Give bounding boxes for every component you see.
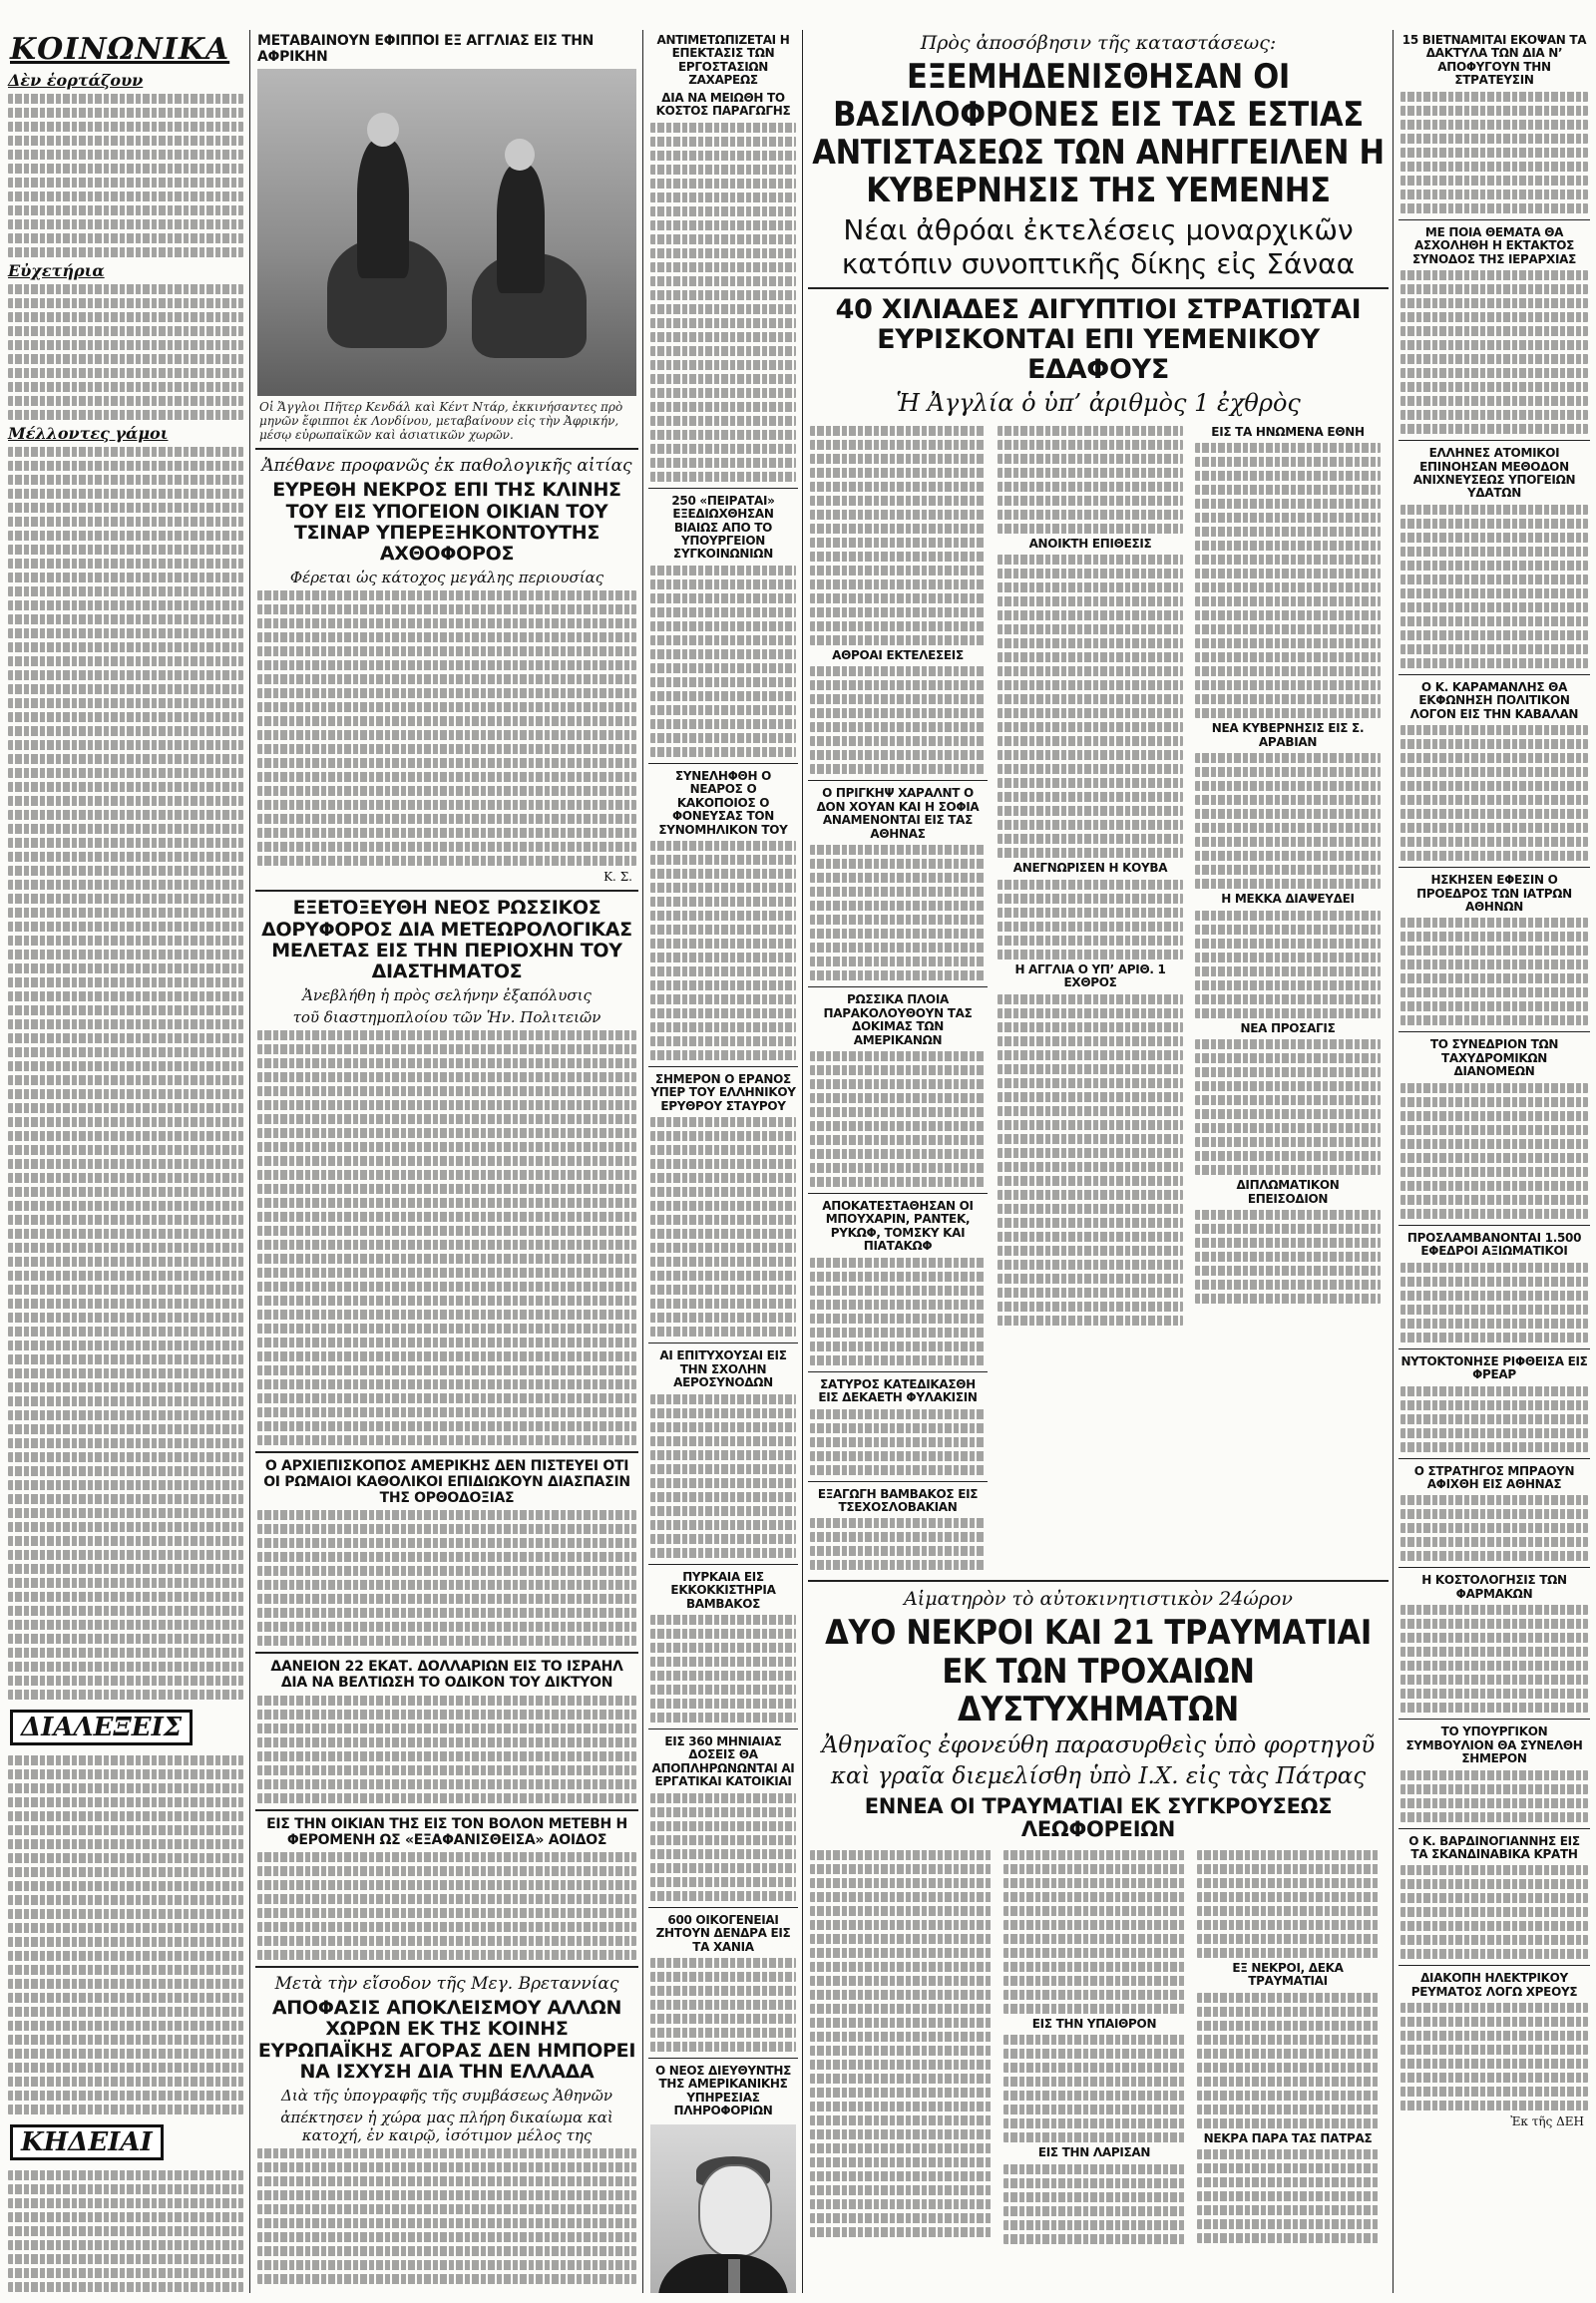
article-body [1197, 1993, 1379, 2128]
headline: ΑΠΟΦΑΣΙΣ ΑΠΟΚΛΕΙΣΜΟΥ ΑΛΛΩΝ ΧΩΡΩΝ ΕΚ ΤΗΣ ΚΟΙΝΗΣ ΕΥΡΩΠΑΪΚΗΣ ΑΓΟΡΑΣ ΔΕΝ ΗΜΠΟΡΕΙ ΝΑ ΙΣΧΥΣΗ ΔΙΑ ΤΗΝ ΕΛΛΑΔΑ [257, 1997, 636, 2083]
subsection-title: ΝΕΑ ΠΡΟΣΑΓΙΣ [1240, 1020, 1336, 1035]
article-body [1197, 2149, 1379, 2243]
article-body [8, 284, 243, 420]
column-rule [249, 30, 250, 2293]
subheadline: Νέαι ἀθρόαι ἐκτελέσεις μοναρχικῶν κατόπιν συνοπτικῆς δίκης εἰς Σάναα [841, 213, 1356, 280]
headline: ΠΡΟΣΛΑΜΒΑΝΟΝΤΑΙ 1.500 ΕΦΕΔΡΟΙ ΑΞΙΩΜΑΤΙΚΟΙ [1406, 1230, 1582, 1259]
photo-riders [257, 69, 636, 396]
headline: ΤΟ ΣΥΝΕΔΡΙΟΝ ΤΩΝ ΤΑΧΥΔΡΟΜΙΚΩΝ ΔΙΑΝΟΜΕΩΝ [1429, 1037, 1559, 1079]
subsection-title: ΕΞ ΝΕΚΡΟΙ, ΔΕΚΑ ΤΡΑΥΜΑΤΙΑΙ [1232, 1960, 1344, 1989]
headline: Η ΚΟΣΤΟΛΟΓΗΣΙΣ ΤΩΝ ΦΑΡΜΑΚΩΝ [1421, 1573, 1567, 1601]
section-title-dialexeis: ΔΙΑΛΕΞΕΙΣ [10, 1710, 193, 1745]
article-body [1003, 2035, 1185, 2142]
headline: Ο ΝΕΟΣ ΔΙΕΥΘΥΝΤΗΣ ΤΗΣ ΑΜΕΡΙΚΑΝΙΚΗΣ ΥΠΗΡΕΣΙΑΣ ΠΛΗΡΟΦΟΡΙΩΝ [654, 2064, 792, 2118]
article-body [1003, 1850, 1185, 2014]
column-rule [802, 30, 803, 2293]
article-body [8, 447, 243, 1700]
subsection-title: Δὲν ἑορτάζουν [8, 71, 144, 90]
article-body [650, 123, 796, 482]
headline: ΕΝΝΕΑ ΟΙ ΤΡΑΥΜΑΤΙΑΙ ΕΚ ΣΥΓΚΡΟΥΣΕΩΣ ΛΕΩΦΟΡΕΙΩΝ [864, 1793, 1333, 1842]
article-body [650, 841, 796, 1060]
article-body [1400, 2003, 1588, 2111]
article-body [1400, 270, 1588, 434]
signature: Κ. Σ. [603, 870, 632, 885]
headline: ΣΥΝΕΛΗΦΘΗ Ο ΝΕΑΡΟΣ Ο ΚΑΚΟΠΟΙΟΣ Ο ΦΟΝΕΥΣΑΣ ΤΟΝ ΣΥΝΟΜΗΛΙΚΟΝ ΤΟΥ [658, 768, 788, 837]
column-rule [642, 30, 643, 2293]
article-body [8, 1755, 243, 2114]
article-body [257, 1030, 636, 1445]
article-body [1400, 1770, 1588, 1822]
subsection-title: ΕΙΣ ΤΗΝ ΛΑΡΙΣΑΝ [1037, 2145, 1151, 2160]
headline: ΝΥΤΟΚΤΟΝΗΣΕ ΡΙΦΘΕΙΣΑ ΕΙΣ ΦΡΕΑΡ [1400, 1353, 1588, 1382]
article-body [1400, 1865, 1588, 1959]
headline: ΕΞΑΓΩΓΗ ΒΑΜΒΑΚΟΣ ΕΙΣ ΤΣΕΧΟΣΛΟΒΑΚΙΑΝ [817, 1486, 979, 1514]
subheadline: Ἀθηναῖος ἐφονεύθη παρασυρθεὶς ὑπὸ φορτηγοῦ [821, 1731, 1376, 1758]
headline: ΑΙ ΕΠΙΤΥΧΟΥΣΑΙ ΕΙΣ ΤΗΝ ΣΧΟΛΗΝ ΑΕΡΟΣΥΝΟΔΩΝ [659, 1348, 787, 1390]
article-body [1400, 1495, 1588, 1561]
headline: ΜΕΤΑΒΑΙΝΟΥΝ ΕΦΙΠΠΟΙ ΕΞ ΑΓΓΛΙΑΣ ΕΙΣ ΤΗΝ ΑΦΡΙΚΗΝ [257, 33, 595, 65]
article-body [650, 1958, 796, 2052]
article-body [1400, 505, 1588, 668]
article-body [810, 426, 986, 645]
article-body [257, 1852, 636, 1960]
section-title-kideiai: ΚΗΔΕΙΑΙ [10, 2124, 164, 2160]
article-body [1195, 443, 1381, 718]
headline: ΜΕ ΠΟΙΑ ΘΕΜΑΤΑ ΘΑ ΑΣΧΟΛΗΘΗ Η ΕΚΤΑΚΤΟΣ ΣΥΝΟΔΟΣ ΤΗΣ ΙΕΡΑΡΧΙΑΣ [1411, 224, 1577, 266]
headline: Ο Κ. ΒΑΡΔΙΝΟΓΙΑΝΝΗΣ ΕΙΣ ΤΑ ΣΚΑΝΔΙΝΑΒΙΚΑ ΚΡΑΤΗ [1408, 1833, 1580, 1861]
subheadline: καὶ γραῖα διεμελίσθη ὑπὸ Ι.Χ. εἰς τὰς Πάτρας [830, 1763, 1367, 1790]
portrait-photo [650, 2124, 796, 2293]
subsection-title: Η ΜΕΚΚΑ ΔΙΑΨΕΥΔΕΙ [1221, 892, 1355, 907]
article-body [650, 1793, 796, 1901]
article-body [998, 555, 1183, 858]
article-body [650, 1615, 796, 1723]
kicker: Ἀπέθανε προφανῶς ἐκ παθολογικῆς αἰτίας [261, 456, 632, 477]
signature: Ἐκ τῆς ΔΕΗ [1510, 2114, 1584, 2129]
article-body [810, 1850, 992, 2237]
article-body [1003, 2164, 1185, 2244]
article-body [1400, 725, 1588, 861]
column-center [808, 30, 1389, 2293]
headline: 15 ΒΙΕΤΝΑΜΙΤΑΙ ΕΚΟΨΑΝ ΤΑ ΔΑΚΤΥΛΑ ΤΩΝ ΔΙΑ Ν’ ΑΠΟΦΥΓΟΥΝ ΤΗΝ ΣΤΡΑΤΕΥΣΙΝ [1401, 33, 1587, 88]
article-body [650, 1394, 796, 1558]
subsection-title: ΑΝΕΓΝΩΡΙΣΕΝ Η ΚΟΥΒΑ [1012, 861, 1168, 876]
article-body [810, 1051, 986, 1187]
headline: ΔΙΑ ΝΑ ΜΕΙΩΘΗ ΤΟ ΚΟΣΤΟΣ ΠΑΡΑΓΩΓΗΣ [655, 90, 791, 119]
article-body [257, 2148, 636, 2284]
headline: ΑΝΤΙΜΕΤΩΠΙΖΕΤΑΙ Η ΕΠΕΚΤΑΣΙΣ ΤΩΝ ΕΡΓΟΣΤΑΣΙΩΝ ΖΑΧΑΡΕΩΣ [656, 33, 790, 88]
subsection-title: ΔΙΠΛΩΜΑΤΙΚΟΝ ΕΠΕΙΣΟΔΙΟΝ [1236, 1178, 1340, 1206]
headline-accidents: ΔΥΟ ΝΕΚΡΟΙ ΚΑΙ 21 ΤΡΑΥΜΑΤΙΑΙ ΕΚ ΤΩΝ ΤΡΟΧΑΙΩΝ ΔΥΣΤΥΧΗΜΑΤΩΝ [825, 1613, 1372, 1729]
article-body [1400, 1386, 1588, 1452]
article-body [810, 1258, 986, 1365]
article-body [810, 666, 986, 774]
headline: ΣΗΜΕΡΟΝ Ο ΕΡΑΝΟΣ ΥΠΕΡ ΤΟΥ ΕΛΛΗΝΙΚΟΥ ΕΡΥΘΡΟΥ ΣΤΑΥΡΟΥ [650, 1072, 796, 1113]
article-body [1195, 1039, 1381, 1175]
subsection-title: ΕΙΣ ΤΑ ΗΝΩΜΕΝΑ ΕΘΝΗ [1211, 425, 1365, 439]
subheadline: τοῦ διαστημοπλοίου τῶν Ἡν. Πολιτειῶν [292, 1008, 601, 1027]
kicker: Πρὸς ἀποσόβησιν τῆς καταστάσεως: [920, 32, 1277, 54]
headline: 40 ΧΙΛΙΑΔΕΣ ΑΙΓΥΠΤΙΟΙ ΣΤΡΑΤΙΩΤΑΙ ΕΥΡΙΣΚΟΝΤΑΙ ΕΠΙ ΥΕΜΕΝΙΚΟΥ ΕΔΑΦΟΥΣ [835, 293, 1362, 385]
headline: ΕΙΣ ΤΗΝ ΟΙΚΙΑΝ ΤΗΣ ΕΙΣ ΤΟΝ ΒΟΛΟΝ ΜΕΤΕΒΗ Η ΦΕΡΟΜΕΝΗ ΩΣ «ΕΞΑΦΑΝΙΣΘΕΙΣΑ» ΑΟΙΔΟΣ [266, 1815, 627, 1848]
headline: ΡΩΣΣΙΚΑ ΠΛΟΙΑ ΠΑΡΑΚΟΛΟΥΘΟΥΝ ΤΑΣ ΔΟΚΙΜΑΣ ΤΩΝ ΑΜΕΡΙΚΑΝΩΝ [823, 992, 973, 1047]
article-body [8, 94, 243, 257]
column-2 [255, 30, 638, 2293]
headline: ΕΞΕΤΟΞΕΥΘΗ ΝΕΟΣ ΡΩΣΣΙΚΟΣ ΔΟΡΥΦΟΡΟΣ ΔΙΑ ΜΕΤΕΩΡΟΛΟΓΙΚΑΣ ΜΕΛΕΤΑΣ ΕΙΣ ΤΗΝ ΠΕΡΙΟΧΗΝ ΤΟΥ ΔΙΑΣΤΗΜΑΤΟΣ [261, 897, 632, 983]
kicker: Αἱματηρὸν τὸ αὐτοκινητιστικὸν 24ώρον [904, 1588, 1293, 1611]
headline: ΕΙΣ 360 ΜΗΝΙΑΙΑΣ ΔΟΣΕΙΣ ΘΑ ΑΠΟΠΛΗΡΩΝΩΝΤΑΙ ΑΙ ΕΡΓΑΤΙΚΑΙ ΚΑΤΟΙΚΙΑΙ [651, 1733, 795, 1789]
photo-caption: Οἱ Ἄγγλοι Πῆτερ Κενδάλ καὶ Κέντ Ντάρ, ἐκκινήσαντες πρὸ μηνῶν ἔφιπποι ἐκ Λονδίνου, μεταβαίνουν εἰς τὴν Ἀφρικήν, μέσῳ εὐρωπαϊκῶν καὶ ἀσιατικῶν χωρῶν. [259, 400, 623, 443]
column-social [6, 30, 245, 2293]
headline: ΗΣΚΗΣΕΝ ΕΦΕΣΙΝ Ο ΠΡΟΕΔΡΟΣ ΤΩΝ ΙΑΤΡΩΝ ΑΘΗΝΩΝ [1416, 873, 1572, 914]
article-body [1197, 1850, 1379, 1958]
kicker: Μετὰ τὴν εἴσοδον τῆς Μεγ. Βρεταννίας [274, 1974, 619, 1995]
article-body [650, 1117, 796, 1337]
headline: Ο ΠΡΙΓΚΗΨ ΧΑΡΑΛΝΤ Ο ΔΟΝ ΧΟΥΑΝ ΚΑΙ Η ΣΟΦΙΑ ΑΝΑΜΕΝΟΝΤΑΙ ΕΙΣ ΤΑΣ ΑΘΗΝΑΣ [816, 786, 980, 841]
article-body [1400, 92, 1588, 213]
headline: ΔΑΝΕΙΟΝ 22 ΕΚΑΤ. ΔΟΛΛΑΡΙΩΝ ΕΙΣ ΤΟ ΙΣΡΑΗΛ ΔΙΑ ΝΑ ΒΕΛΤΙΩΣΗ ΤΟ ΟΔΙΚΟΝ ΤΟΥ ΔΙΚΤΥΟΝ [270, 1659, 623, 1692]
article-body [257, 590, 636, 866]
article-body [1195, 753, 1381, 889]
article-body [257, 1696, 636, 1803]
section-title-koinonika: ΚΟΙΝΩΝΙΚΑ [10, 32, 230, 67]
article-body [1195, 911, 1381, 1018]
headline: Ο Κ. ΚΑΡΑΜΑΝΛΗΣ ΘΑ ΕΚΦΩΝΗΣΗ ΠΟΛΙΤΙΚΟΝ ΛΟΓΟΝ ΕΙΣ ΤΗΝ ΚΑΒΑΛΑΝ [1409, 679, 1579, 721]
headline: ΑΠΟΚΑΤΕΣΤΑΘΗΣΑΝ ΟΙ ΜΠΟΥΧΑΡΙΝ, ΡΑΝΤΕΚ, ΡΥΚΩΦ, ΤΟΜΣΚΥ ΚΑΙ ΠΙΑΤΑΚΩΦ [822, 1198, 974, 1254]
subheadline: Φέρεται ὡς κάτοχος μεγάλης περιουσίας [289, 569, 604, 587]
subheadline: Ἡ Ἀγγλία ὁ ὑπ’ ἀριθμὸς 1 ἐχθρὸς [896, 389, 1301, 418]
subsection-title: ΝΕΑ ΚΥΒΕΡΝΗΣΙΣ ΕΙΣ Σ. ΑΡΑΒΙΑΝ [1211, 721, 1365, 749]
column-right [1398, 30, 1590, 2293]
headline: ΔΙΑΚΟΠΗ ΗΛΕΚΤΡΙΚΟΥ ΡΕΥΜΑΤΟΣ ΛΟΓΩ ΧΡΕΟΥΣ [1410, 1971, 1578, 1999]
headline: ΣΑΤΥΡΟΣ ΚΑΤΕΔΙΚΑΣΘΗ ΕΙΣ ΔΕΚΑΕΤΗ ΦΥΛΑΚΙΣΙΝ [818, 1376, 978, 1405]
headline: Ο ΑΡΧΙΕΠΙΣΚΟΠΟΣ ΑΜΕΡΙΚΗΣ ΔΕΝ ΠΙΣΤΕΥΕΙ ΟΤΙ ΟΙ ΡΩΜΑΙΟΙ ΚΑΘΟΛΙΚΟΙ ΕΠΙΔΙΩΚΟΥΝ ΔΙΑΣΠΑΣΙΝ ΤΗΣ ΟΡΘΟΔΟΞΙΑΣ [263, 1458, 630, 1506]
subsection-title: Η ΑΓΓΛΙΑ Ο ΥΠ’ ΑΡΙΘ. 1 ΕΧΘΡΟΣ [1014, 961, 1166, 990]
subsection-title: ΑΘΡΟΑΙ ΕΚΤΕΛΕΣΕΙΣ [832, 648, 964, 662]
headline: ΠΥΡΚΑΙΑ ΕΙΣ ΕΚΚΟΚΚΙΣΤΗΡΙΑ ΒΑΜΒΑΚΟΣ [670, 1569, 776, 1611]
headline: 600 ΟΙΚΟΓΕΝΕΙΑΙ ΖΗΤΟΥΝ ΔΕΝΔΡΑ ΕΙΣ ΤΑ ΧΑΝΙΑ [655, 1912, 791, 1954]
article-body [810, 845, 986, 980]
headline: ΕΥΡΕΘΗ ΝΕΚΡΟΣ ΕΠΙ ΤΗΣ ΚΛΙΝΗΣ ΤΟΥ ΕΙΣ ΥΠΟΓΕΙΟΝ ΟΙΚΙΑΝ ΤΟΥ ΤΣΙΝΑΡ ΥΠΕΡΕΞΗΚΟΝΤΟΥΤΗΣ ΑΧΘΟΦΟΡΟΣ [272, 479, 621, 566]
subheadline: ἀπέκτησεν ἡ χώρα μας πλήρη δικαίωμα καὶ κατοχή, ἐν καιρῷ, ἰσότιμον μέλος της [280, 2109, 613, 2145]
subheadline: Ἀνεβλήθη ἡ πρὸς σελήνην ἐξαπόλυσις [302, 986, 592, 1005]
subsection-title: Εὐχετήρια [8, 261, 105, 280]
article-body [257, 1510, 636, 1646]
article-body [8, 2170, 243, 2293]
article-body [1400, 918, 1588, 1025]
article-body [998, 994, 1183, 1326]
article-body [998, 426, 1183, 534]
subsection-title: ΑΝΟΙΚΤΗ ΕΠΙΘΕΣΙΣ [1028, 537, 1152, 551]
headline: ΕΛΛΗΝΕΣ ΑΤΟΜΙΚΟΙ ΕΠΙΝΟΗΣΑΝ ΜΕΘΟΔΟΝ ΑΝΙΧΝΕΥΣΕΩΣ ΥΠΟΓΕΙΩΝ ΥΔΑΤΩΝ [1412, 446, 1576, 501]
article-body [1400, 1263, 1588, 1343]
subsection-title: Μέλλοντες γάμοι [8, 424, 169, 443]
subheadline: Διὰ τῆς ὑπογραφῆς τῆς συμβάσεως Ἀθηνῶν [280, 2087, 612, 2106]
main-headline: ΕΞΕΜΗΔΕΝΙΣΘΗΣΑΝ ΟΙ ΒΑΣΙΛΟΦΡΟΝΕΣ ΕΙΣ ΤΑΣ ΕΣΤΙΑΣ ΑΝΤΙΣΤΑΣΕΩΣ ΤΩΝ ΑΝΗΓΓΕΙΛΕΝ Η ΚΥΒΕΡΝΗΣΙΣ ΤΗΣ ΥΕΜΕΝΗΣ [812, 57, 1385, 211]
column-rule [1393, 30, 1394, 2293]
article-body [998, 880, 1183, 960]
article-body [1400, 1083, 1588, 1219]
article-body [650, 566, 796, 757]
headline: 250 «ΠΕΙΡΑΤΑΙ» ΕΞΕΔΙΩΧΘΗΣΑΝ ΒΙΑΙΩΣ ΑΠΟ ΤΟ ΥΠΟΥΡΓΕΙΟΝ ΣΥΓΚΟΙΝΩΝΙΩΝ [671, 493, 775, 562]
article-body [810, 1409, 986, 1475]
article-body [1195, 1210, 1381, 1304]
headline: ΤΟ ΥΠΟΥΡΓΙΚΟΝ ΣΥΜΒΟΥΛΙΟΝ ΘΑ ΣΥΝΕΛΘΗ ΣΗΜΕΡΟΝ [1405, 1725, 1583, 1766]
headline: Ο ΣΤΡΑΤΗΓΟΣ ΜΠΡΑΟΥΝ ΑΦΙΧΘΗ ΕΙΣ ΑΘΗΝΑΣ [1413, 1463, 1575, 1491]
subsection-title: ΕΙΣ ΤΗΝ ΥΠΑΙΘΡΟΝ [1031, 2016, 1157, 2031]
article-body [1400, 1605, 1588, 1713]
column-3 [648, 30, 798, 2293]
article-body [810, 1518, 986, 1570]
subsection-title: ΝΕΚΡΑ ΠΑΡΑ ΤΑΣ ΠΑΤΡΑΣ [1203, 2130, 1373, 2145]
